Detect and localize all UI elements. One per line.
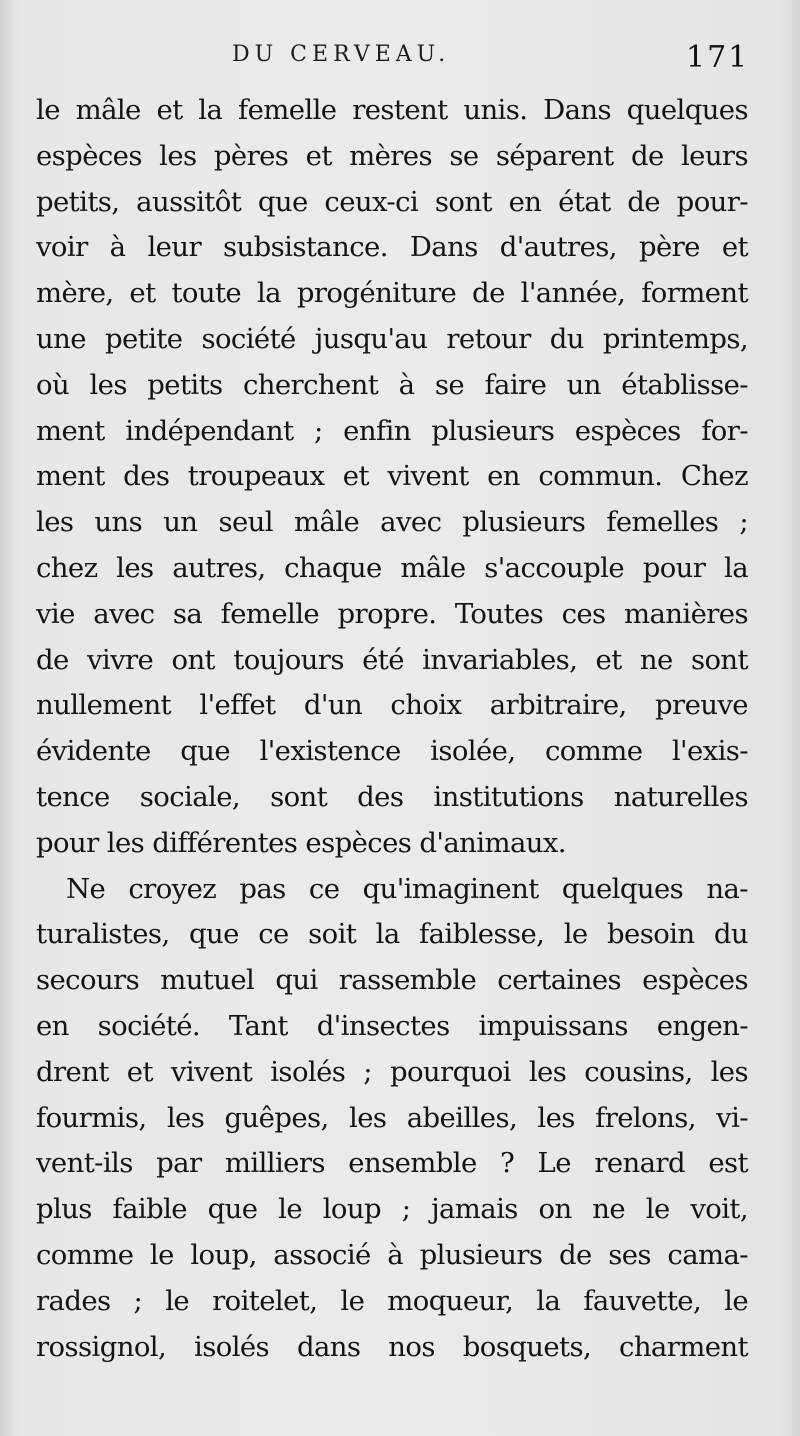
text-line: rades ; le roitelet, le moqueur, la fauvette, le (36, 1284, 748, 1317)
text-line: une petite société jusqu'au retour du printemps, (36, 322, 748, 355)
text-line: ment des troupeaux et vivent en commun. Chez (36, 460, 748, 493)
text-line: espèces les pères et mères se séparent de leurs (36, 139, 748, 172)
text-line: rossignol, isolés dans nos bosquets, charment (36, 1330, 748, 1363)
text-line: en société. Tant d'insectes impuissans engen- (36, 1009, 748, 1042)
text-line: les uns un seul mâle avec plusieurs femelles ; (36, 506, 748, 539)
paragraph-last-line: pour les différentes espèces d'animaux. (36, 826, 566, 859)
text-line: le mâle et la femelle restent unis. Dans quelques (36, 94, 748, 126)
text-line: tence sociale, sont des institutions naturelles (36, 780, 748, 813)
text-line: petits, aussitôt que ceux-ci sont en état de pour- (36, 185, 748, 218)
text-line: nullement l'effet d'un choix arbitraire, preuve (36, 689, 748, 722)
text-line: de vivre ont toujours été invariables, et ne sont (36, 643, 748, 676)
text-line: vent-ils par milliers ensemble ? Le renard est (36, 1147, 748, 1180)
text-line: plus faible que le loup ; jamais on ne le voit, (36, 1193, 748, 1226)
text-line: chez les autres, chaque mâle s'accouple pour la (36, 551, 748, 584)
page-number: 171 (686, 40, 750, 75)
page-header (0, 38, 800, 88)
text-line: drent et vivent isolés ; pourquoi les cousins, les (36, 1055, 748, 1088)
text-line: comme le loup, associé à plusieurs de ses cama- (36, 1238, 748, 1271)
text-line: fourmis, les guêpes, les abeilles, les frelons, vi- (36, 1101, 748, 1134)
paragraph-first-line: Ne croyez pas ce qu'imaginent quelques na- (66, 872, 748, 905)
text-line: secours mutuel qui rassemble certaines espèces (36, 964, 748, 997)
text-line: où les petits cherchent à se faire un établisse- (36, 368, 748, 401)
running-title: DU CERVEAU. (232, 42, 451, 67)
text-line: mère, et toute la progéniture de l'année, forment (36, 277, 748, 310)
text-line: vie avec sa femelle propre. Toutes ces manières (36, 597, 748, 630)
body-text (36, 88, 748, 1370)
text-line: turalistes, que ce soit la faiblesse, le besoin du (36, 918, 748, 951)
text-line: voir à leur subsistance. Dans d'autres, père et (36, 231, 748, 264)
text-line: ment indépendant ; enfin plusieurs espèces for- (36, 414, 748, 447)
text-line: évidente que l'existence isolée, comme l'exis- (36, 735, 748, 768)
